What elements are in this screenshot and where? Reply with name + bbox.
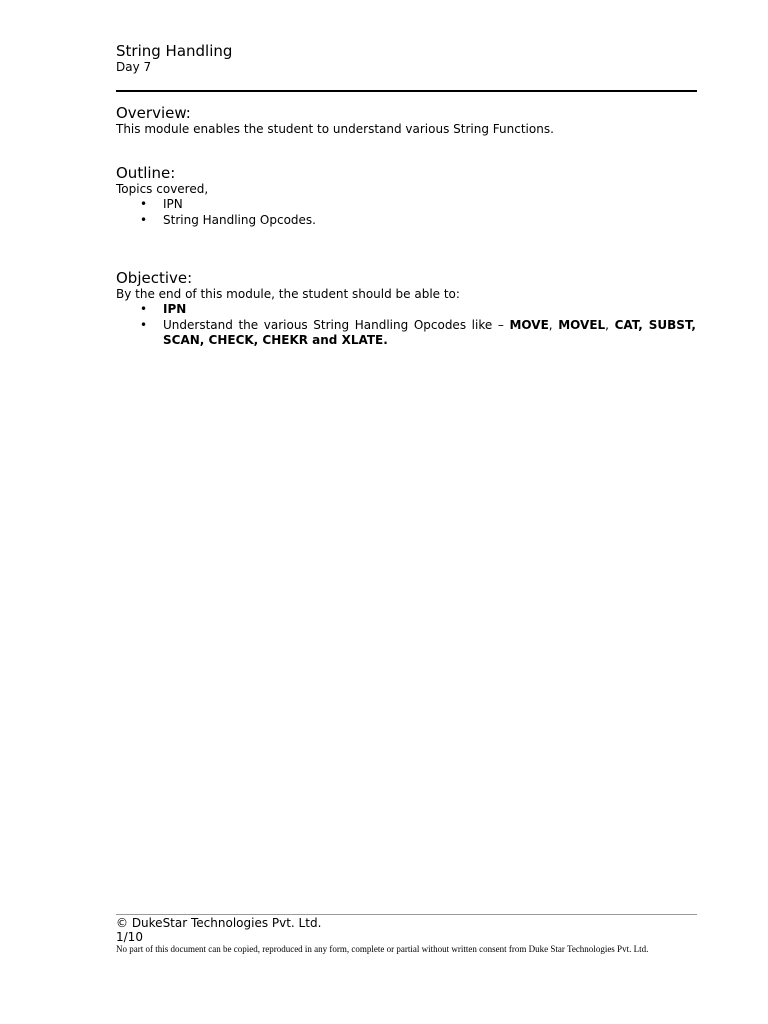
objective-intro: By the end of this module, the student should be able to: xyxy=(116,287,460,301)
footer-divider xyxy=(116,914,697,915)
list-item xyxy=(140,213,316,229)
bullet-icon: • xyxy=(140,197,148,211)
objective-item-prefix: Understand the various String Handling Opcodes like – xyxy=(163,317,510,332)
list-item xyxy=(140,318,696,349)
document-day: Day 7 xyxy=(116,60,152,74)
list-item xyxy=(140,302,696,318)
outline-list xyxy=(140,197,316,228)
header-divider xyxy=(116,90,697,92)
objective-item-ipn: IPN xyxy=(163,302,187,316)
opcode-list-rest: CAT, SUBST, SCAN, CHECK, CHEKR and XLATE. xyxy=(163,317,696,347)
document-title: String Handling xyxy=(116,42,233,60)
bullet-icon: • xyxy=(140,302,148,316)
overview-heading: Overview: xyxy=(116,104,191,122)
outline-item-ipn: IPN xyxy=(163,197,183,211)
outline-intro: Topics covered, xyxy=(116,182,209,196)
footer-notice: No part of this document can be copied, reproduced in any form, complete or partial without written consent from Duke Star Technologies Pvt. Ltd. xyxy=(116,944,649,954)
list-item xyxy=(140,197,316,213)
objective-heading: Objective: xyxy=(116,269,193,287)
opcode-move: MOVE xyxy=(509,317,549,332)
footer-copyright: © DukeStar Technologies Pvt. Ltd. xyxy=(116,916,322,930)
outline-heading: Outline: xyxy=(116,164,176,182)
page-number: 1/10 xyxy=(116,930,143,944)
bullet-icon: • xyxy=(140,212,148,227)
opcode-movel: MOVEL xyxy=(558,317,606,332)
separator-comma: , xyxy=(605,317,615,332)
separator-comma: , xyxy=(548,317,559,332)
overview-text: This module enables the student to understand various String Functions. xyxy=(116,122,554,136)
objective-list xyxy=(140,302,696,349)
outline-item-opcodes: String Handling Opcodes. xyxy=(163,212,316,227)
bullet-icon: • xyxy=(140,317,148,332)
